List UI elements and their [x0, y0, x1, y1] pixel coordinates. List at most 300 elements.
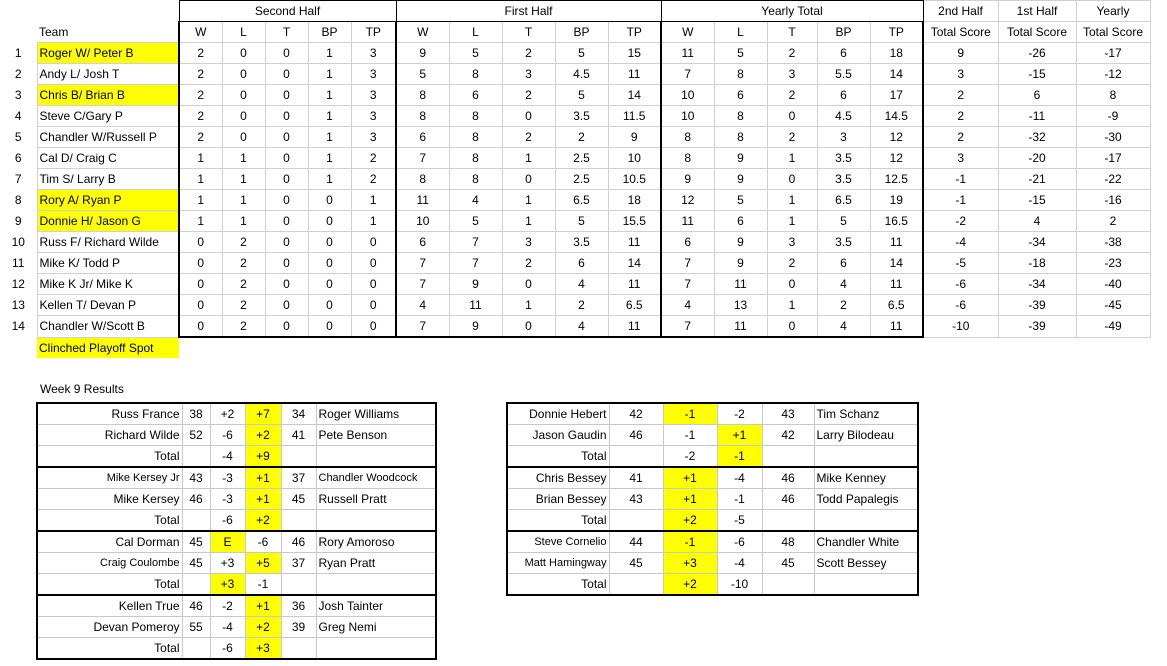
group-header-yearly-total: Yearly Total	[661, 1, 923, 22]
total-score-yearly-cell: -12	[1076, 64, 1150, 85]
row-number: 13	[11, 298, 25, 312]
first-half-w-cell: 8	[396, 85, 449, 106]
total-score-2nd-cell: -1	[923, 190, 998, 211]
first-half-bp-cell: 4.5	[555, 64, 608, 85]
second-half-w-cell: 1	[179, 190, 222, 211]
first-half-tp-cell: 14	[608, 253, 661, 274]
results-table-left	[36, 402, 437, 660]
header-1st-half: 1st Half	[998, 1, 1076, 22]
match-result-right: -6	[717, 531, 762, 553]
yearly-t-cell: 3	[767, 64, 817, 85]
total-row	[37, 574, 436, 596]
column-header-row	[0, 22, 1150, 43]
yearly-t-cell: 1	[767, 211, 817, 232]
group-header-first-half: First Half	[396, 1, 661, 22]
player-name-left: Donnie Hebert	[507, 403, 609, 425]
yearly-l-cell: 5	[714, 43, 767, 64]
player-score-left: 42	[609, 403, 663, 425]
header-w: W	[661, 22, 714, 43]
team-name: Roger W/ Peter B	[37, 43, 179, 64]
second-half-w-cell: 2	[179, 85, 222, 106]
total-row	[507, 510, 918, 532]
second-half-t-cell: 0	[265, 295, 308, 316]
blank-cell	[316, 510, 436, 532]
yearly-bp-cell: 3.5	[817, 169, 870, 190]
total-score-yearly-cell: -9	[1076, 106, 1150, 127]
first-half-l-cell: 7	[449, 232, 502, 253]
team-name: Mike K Jr/ Mike K	[37, 274, 179, 295]
table-row	[0, 85, 1150, 106]
player-score-left: 45	[182, 531, 210, 553]
header-l: L	[222, 22, 265, 43]
total-row	[37, 638, 436, 660]
first-half-t-cell: 2	[502, 85, 555, 106]
second-half-tp-cell: 3	[351, 127, 396, 148]
second-half-tp-cell: 0	[351, 274, 396, 295]
yearly-l-cell: 5	[714, 190, 767, 211]
yearly-tp-cell: 19	[870, 190, 923, 211]
player-name-right: Chandler Woodcock	[316, 467, 436, 489]
table-row	[0, 190, 1150, 211]
player-score-right: 37	[281, 553, 316, 574]
total-score-yearly-cell: -38	[1076, 232, 1150, 253]
first-half-bp-cell: 2	[555, 127, 608, 148]
row-number: 5	[14, 130, 22, 144]
total-score-2nd-cell: 9	[923, 43, 998, 64]
yearly-l-cell: 9	[714, 253, 767, 274]
blank-cell	[609, 510, 663, 532]
total-score-yearly-cell: 2	[1076, 211, 1150, 232]
total-score-2nd-cell: 2	[923, 85, 998, 106]
player-score-left: 43	[182, 467, 210, 489]
player-name-right: Greg Nemi	[316, 617, 436, 638]
total-result-right: -10	[717, 574, 762, 596]
player-score-right: 46	[762, 467, 814, 489]
row-number: 6	[14, 151, 22, 165]
match-result-left: -3	[210, 489, 245, 510]
second-half-w-cell: 2	[179, 127, 222, 148]
matchup-row	[37, 467, 436, 489]
blank-cell	[609, 574, 663, 596]
first-half-w-cell: 8	[396, 169, 449, 190]
first-half-bp-cell: 6	[555, 253, 608, 274]
yearly-l-cell: 6	[714, 85, 767, 106]
clinched-legend: Clinched Playoff Spot	[37, 337, 179, 358]
yearly-bp-cell: 2	[817, 295, 870, 316]
yearly-bp-cell: 3.5	[817, 232, 870, 253]
team-name: Steve C/Gary P	[37, 106, 179, 127]
team-name: Tim S/ Larry B	[37, 169, 179, 190]
match-result-left: +2	[210, 403, 245, 425]
player-name-right: Scott Bessey	[814, 553, 918, 574]
matchup-row	[507, 489, 918, 510]
matchup-row	[37, 595, 436, 617]
matchup-row	[507, 403, 918, 425]
second-half-w-cell: 1	[179, 148, 222, 169]
player-name-left: Kellen True	[37, 595, 182, 617]
yearly-bp-cell: 5	[817, 211, 870, 232]
first-half-t-cell: 1	[502, 211, 555, 232]
yearly-l-cell: 9	[714, 169, 767, 190]
total-score-2nd-cell: -10	[923, 316, 998, 338]
first-half-l-cell: 8	[449, 127, 502, 148]
row-number: 7	[14, 172, 22, 186]
first-half-l-cell: 11	[449, 295, 502, 316]
total-score-1st-cell: 6	[998, 85, 1076, 106]
total-result-left: -2	[663, 446, 717, 468]
first-half-t-cell: 1	[502, 148, 555, 169]
first-half-tp-cell: 18	[608, 190, 661, 211]
first-half-t-cell: 0	[502, 274, 555, 295]
total-score-yearly-cell: -30	[1076, 127, 1150, 148]
player-score-left: 38	[182, 403, 210, 425]
row-number: 9	[14, 214, 22, 228]
player-name-right: Josh Tainter	[316, 595, 436, 617]
total-result-left: +2	[663, 574, 717, 596]
second-half-l-cell: 1	[222, 190, 265, 211]
total-row	[37, 446, 436, 468]
second-half-l-cell: 2	[222, 232, 265, 253]
second-half-t-cell: 0	[265, 190, 308, 211]
player-name-right: Russell Pratt	[316, 489, 436, 510]
first-half-l-cell: 8	[449, 64, 502, 85]
second-half-tp-cell: 0	[351, 295, 396, 316]
yearly-bp-cell: 6.5	[817, 190, 870, 211]
second-half-l-cell: 2	[222, 316, 265, 338]
blank-cell	[814, 574, 918, 596]
blank-cell	[281, 510, 316, 532]
player-name-left: Steve Cornelio	[507, 531, 609, 553]
total-score-1st-cell: -15	[998, 64, 1076, 85]
total-score-2nd-cell: -6	[923, 295, 998, 316]
second-half-t-cell: 0	[265, 274, 308, 295]
second-half-l-cell: 0	[222, 85, 265, 106]
match-result-right: +1	[245, 489, 281, 510]
second-half-w-cell: 0	[179, 316, 222, 338]
matchup-row	[37, 489, 436, 510]
first-half-w-cell: 10	[396, 211, 449, 232]
table-row	[0, 274, 1150, 295]
team-name: Donnie H/ Jason G	[37, 211, 179, 232]
total-result-right: -5	[717, 510, 762, 532]
second-half-w-cell: 1	[179, 211, 222, 232]
yearly-w-cell: 9	[661, 169, 714, 190]
second-half-bp-cell: 0	[308, 211, 351, 232]
yearly-l-cell: 11	[714, 316, 767, 338]
yearly-l-cell: 9	[714, 232, 767, 253]
first-half-bp-cell: 2.5	[555, 169, 608, 190]
second-half-w-cell: 2	[179, 106, 222, 127]
first-half-t-cell: 3	[502, 232, 555, 253]
row-number: 4	[14, 109, 22, 123]
legend-row	[0, 337, 1150, 358]
row-number: 2	[14, 67, 22, 81]
blank-cell	[0, 1, 37, 22]
second-half-l-cell: 0	[222, 127, 265, 148]
yearly-tp-cell: 14	[870, 253, 923, 274]
team-name: Chandler W/Scott B	[37, 316, 179, 338]
results-body-right	[507, 403, 918, 595]
team-name: Andy L/ Josh T	[37, 64, 179, 85]
yearly-t-cell: 1	[767, 148, 817, 169]
yearly-bp-cell: 6	[817, 85, 870, 106]
player-score-right: 39	[281, 617, 316, 638]
player-score-left: 43	[609, 489, 663, 510]
team-name: Chris B/ Brian B	[37, 85, 179, 106]
blank-cell	[814, 510, 918, 532]
total-result-right: +9	[245, 446, 281, 468]
second-half-t-cell: 0	[265, 85, 308, 106]
first-half-t-cell: 2	[502, 127, 555, 148]
total-score-1st-cell: -34	[998, 274, 1076, 295]
second-half-w-cell: 0	[179, 253, 222, 274]
matchup-row	[37, 553, 436, 574]
second-half-t-cell: 0	[265, 232, 308, 253]
header-w: W	[396, 22, 449, 43]
second-half-t-cell: 0	[265, 64, 308, 85]
yearly-tp-cell: 18	[870, 43, 923, 64]
blank-cell	[182, 446, 210, 468]
row-number: 10	[11, 235, 25, 249]
yearly-tp-cell: 12	[870, 127, 923, 148]
total-result-right: -1	[717, 446, 762, 468]
second-half-tp-cell: 2	[351, 169, 396, 190]
second-half-bp-cell: 0	[308, 295, 351, 316]
blank-cell	[281, 574, 316, 596]
team-name: Mike K/ Todd P	[37, 253, 179, 274]
second-half-bp-cell: 1	[308, 64, 351, 85]
first-half-tp-cell: 15	[608, 43, 661, 64]
yearly-t-cell: 1	[767, 295, 817, 316]
second-half-bp-cell: 0	[308, 232, 351, 253]
player-score-left: 46	[609, 425, 663, 446]
matchup-row	[507, 467, 918, 489]
table-row	[0, 43, 1150, 64]
first-half-bp-cell: 2.5	[555, 148, 608, 169]
total-score-yearly-cell: -22	[1076, 169, 1150, 190]
player-name-left: Craig Coulombe	[37, 553, 182, 574]
first-half-tp-cell: 9	[608, 127, 661, 148]
header-team: Team	[39, 24, 69, 39]
match-result-right: -2	[717, 403, 762, 425]
first-half-t-cell: 2	[502, 43, 555, 64]
blank-cell	[179, 337, 1150, 358]
player-score-left: 52	[182, 425, 210, 446]
first-half-bp-cell: 4	[555, 274, 608, 295]
team-name: Cal D/ Craig C	[37, 148, 179, 169]
header-w: W	[179, 22, 222, 43]
header-tp: TP	[351, 22, 396, 43]
first-half-t-cell: 0	[502, 169, 555, 190]
total-result-left: -4	[210, 446, 245, 468]
player-score-left: 55	[182, 617, 210, 638]
yearly-t-cell: 2	[767, 43, 817, 64]
first-half-l-cell: 9	[449, 316, 502, 338]
second-half-l-cell: 0	[222, 106, 265, 127]
total-label: Total	[37, 510, 182, 532]
total-row	[507, 574, 918, 596]
second-half-bp-cell: 0	[308, 253, 351, 274]
row-number: 11	[12, 256, 25, 270]
total-result-right: +2	[245, 510, 281, 532]
total-score-2nd-cell: 2	[923, 127, 998, 148]
first-half-tp-cell: 11	[608, 274, 661, 295]
second-half-bp-cell: 0	[308, 190, 351, 211]
total-score-2nd-cell: -2	[923, 211, 998, 232]
matchup-row	[37, 403, 436, 425]
player-name-left: Russ France	[37, 403, 182, 425]
total-score-1st-cell: -34	[998, 232, 1076, 253]
yearly-t-cell: 2	[767, 85, 817, 106]
standings-body	[0, 43, 1150, 359]
yearly-l-cell: 8	[714, 64, 767, 85]
player-name-right: Roger Williams	[316, 403, 436, 425]
total-score-1st-cell: -20	[998, 148, 1076, 169]
blank-cell	[182, 638, 210, 660]
player-score-right: 34	[281, 403, 316, 425]
match-result-left: +3	[210, 553, 245, 574]
total-result-left: -6	[210, 638, 245, 660]
total-score-yearly-cell: -17	[1076, 148, 1150, 169]
second-half-bp-cell: 0	[308, 316, 351, 338]
match-result-left: -1	[663, 403, 717, 425]
second-half-t-cell: 0	[265, 106, 308, 127]
total-score-2nd-cell: -5	[923, 253, 998, 274]
header-t: T	[767, 22, 817, 43]
second-half-t-cell: 0	[265, 169, 308, 190]
yearly-tp-cell: 14.5	[870, 106, 923, 127]
yearly-w-cell: 4	[661, 295, 714, 316]
second-half-bp-cell: 1	[308, 85, 351, 106]
total-row	[37, 510, 436, 532]
total-score-1st-cell: -11	[998, 106, 1076, 127]
yearly-w-cell: 7	[661, 253, 714, 274]
yearly-t-cell: 0	[767, 316, 817, 338]
player-name-right: Ryan Pratt	[316, 553, 436, 574]
player-name-right: Chandler White	[814, 531, 918, 553]
row-number: 14	[11, 319, 25, 334]
total-score-1st-cell: -18	[998, 253, 1076, 274]
first-half-t-cell: 2	[502, 253, 555, 274]
first-half-l-cell: 8	[449, 106, 502, 127]
matchup-row	[37, 531, 436, 553]
match-result-right: -1	[717, 489, 762, 510]
first-half-t-cell: 1	[502, 295, 555, 316]
yearly-l-cell: 11	[714, 274, 767, 295]
player-score-right: 46	[762, 489, 814, 510]
total-score-yearly-cell: -17	[1076, 43, 1150, 64]
player-name-right: Larry Bilodeau	[814, 425, 918, 446]
yearly-tp-cell: 12	[870, 148, 923, 169]
matchup-row	[507, 425, 918, 446]
yearly-w-cell: 8	[661, 127, 714, 148]
match-result-right: +1	[245, 595, 281, 617]
second-half-tp-cell: 3	[351, 43, 396, 64]
total-score-1st-cell: -32	[998, 127, 1076, 148]
first-half-bp-cell: 4	[555, 316, 608, 338]
header-l: L	[449, 22, 502, 43]
yearly-tp-cell: 14	[870, 64, 923, 85]
second-half-l-cell: 1	[222, 169, 265, 190]
total-score-yearly-cell: 8	[1076, 85, 1150, 106]
second-half-tp-cell: 1	[351, 211, 396, 232]
first-half-tp-cell: 11	[608, 232, 661, 253]
first-half-l-cell: 4	[449, 190, 502, 211]
second-half-tp-cell: 3	[351, 106, 396, 127]
player-score-left: 46	[182, 489, 210, 510]
player-name-left: Cal Dorman	[37, 531, 182, 553]
yearly-t-cell: 0	[767, 274, 817, 295]
yearly-tp-cell: 6.5	[870, 295, 923, 316]
total-result-right: +3	[245, 638, 281, 660]
first-half-bp-cell: 6.5	[555, 190, 608, 211]
total-row	[507, 446, 918, 468]
first-half-w-cell: 4	[396, 295, 449, 316]
results-table-right	[506, 402, 919, 596]
first-half-l-cell: 8	[449, 169, 502, 190]
total-score-1st-cell: -26	[998, 43, 1076, 64]
match-result-left: +3	[663, 553, 717, 574]
total-score-yearly-cell: -23	[1076, 253, 1150, 274]
team-name: Kellen T/ Devan P	[37, 295, 179, 316]
second-half-w-cell: 1	[179, 169, 222, 190]
group-header-row	[0, 1, 1150, 22]
yearly-tp-cell: 11	[870, 232, 923, 253]
total-result-left: +2	[663, 510, 717, 532]
first-half-bp-cell: 5	[555, 211, 608, 232]
blank-cell	[281, 638, 316, 660]
yearly-tp-cell: 12.5	[870, 169, 923, 190]
yearly-bp-cell: 4.5	[817, 106, 870, 127]
total-score-1st-cell: -39	[998, 295, 1076, 316]
first-half-l-cell: 5	[449, 211, 502, 232]
first-half-w-cell: 5	[396, 64, 449, 85]
player-score-left: 46	[182, 595, 210, 617]
player-name-right: Todd Papalegis	[814, 489, 918, 510]
blank-cell	[0, 337, 37, 358]
total-score-1st-cell: -21	[998, 169, 1076, 190]
player-name-left: Jason Gaudin	[507, 425, 609, 446]
total-score-2nd-cell: -1	[923, 169, 998, 190]
team-name: Chandler W/Russell P	[37, 127, 179, 148]
matchup-row	[37, 425, 436, 446]
yearly-tp-cell: 17	[870, 85, 923, 106]
blank-cell	[37, 1, 179, 22]
first-half-w-cell: 7	[396, 274, 449, 295]
first-half-l-cell: 8	[449, 148, 502, 169]
second-half-tp-cell: 1	[351, 190, 396, 211]
match-result-left: +1	[663, 489, 717, 510]
header-total-score-2nd: Total Score	[923, 22, 998, 43]
table-row	[0, 211, 1150, 232]
table-row	[0, 127, 1150, 148]
match-result-left: E	[210, 531, 245, 553]
first-half-tp-cell: 10	[608, 148, 661, 169]
second-half-l-cell: 2	[222, 274, 265, 295]
first-half-t-cell: 0	[502, 316, 555, 338]
match-result-left: -2	[210, 595, 245, 617]
player-score-right: 46	[281, 531, 316, 553]
second-half-w-cell: 2	[179, 64, 222, 85]
header-tp: TP	[870, 22, 923, 43]
match-result-right: +7	[245, 403, 281, 425]
table-row	[0, 169, 1150, 190]
matchup-row	[507, 553, 918, 574]
yearly-w-cell: 8	[661, 148, 714, 169]
first-half-bp-cell: 5	[555, 85, 608, 106]
first-half-tp-cell: 11.5	[608, 106, 661, 127]
match-result-right: -4	[717, 467, 762, 489]
